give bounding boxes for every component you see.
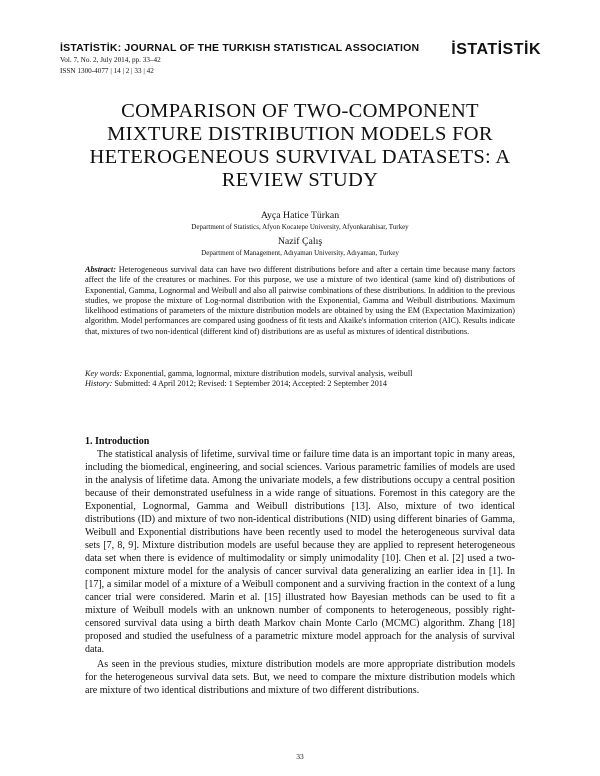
issn-info: ISSN 1300-4077 | 14 | 2 | 33 | 42 (60, 67, 154, 75)
author-block (60, 210, 540, 231)
history-label: History: (85, 379, 113, 388)
title-line: REVIEW STUDY (221, 169, 379, 191)
history (85, 379, 525, 389)
journal-name: İSTATİSTİK: JOURNAL OF THE TURKISH STATISTICAL ASSOCIATION (60, 42, 420, 54)
author-affiliation: Department of Statistics, Afyon Kocatepe University, Afyonkarahisar, Turkey (191, 223, 409, 231)
keywords (85, 369, 525, 379)
paragraph: The statistical analysis of lifetime, survival time or failure time data is an important topic in many areas, including the biomedical, engineering, and social sciences. Various parametric families of models are used in the analysis of lifetime data. Among the univariate models, a few distributions occupy a central position because of their demonstrated usefulness in a wide range of situations. Foremost in this category are the Exponential, Lognormal, Gamma and Weibull distributions [13]. Also, mixture of two identical distributions (ID) and mixture of two non-identical distributions (NID) using different binaries of Gamma, Weibull and Exponential distributions have been recently used to model the heterogeneous survival data sets [7, 8, 9]. Mixture distribution models are useful because they are applied to represent heterogeneous data set when there is evidence of multimodality or simply unimodality [10]. Chen et al. [2] used a two-component mixture model for the analysis of cancer survival data generalizing an earlier idea in [1]. In [17], a similar model of a mixture of a Weibull component and a surviving fraction in the context of a lung cancer trial were considered. Marin et al. [15] illustrated how Bayesian methods can be used to fit a mixture of Weibull models with an unknown number of components to heterogeneous, possibly right-censored survival data using a birth death Markov chain Monte Carlo (MCMC) algorithm. Zhang [18] proposed and studied the usefulness of a parametric mixture model approach for the analysis of survival data. (85, 449, 515, 655)
author-name: Nazif Çalış (277, 236, 323, 247)
keywords-label: Key words: (85, 369, 123, 378)
abstract-label: Abstract: (85, 265, 116, 274)
page-number: 33 (296, 752, 304, 761)
volume-info: Vol. 7, No. 2, July 2014, pp. 33–42 (60, 56, 161, 64)
section-heading: 1. Introduction (85, 436, 150, 447)
title-line: HETEROGENEOUS SURVIVAL DATASETS: A (89, 146, 511, 168)
keywords-text: Exponential, gamma, lognormal, mixture distribution models, survival analysis, weibull (124, 369, 413, 378)
abstract-text: Heterogeneous survival data can have two different distributions before and after a certain time because many factors affect the life of the creatures or machines. For this purpose, we use a mixture of two identical (same kind of) distributions of Exponential, Gamma, Lognormal and Weibull and also all pairwise combinations of these distributions. In addition to the previous studies, we propose the mixture of Log-normal distribution with the Exponential, Gamma and Weibull distributions. Maximum likelihood estimations of parameters of the mixture distribution models are obtained by using the EM (Expectation Maximization) algorithm. Model performances are compared using goodness of fit tests and Akaike's information criterion (AIC). Results indicate that, mixtures of two non-identical (different kind of) distributions are as useful as mixtures of identical distributions. (85, 265, 516, 336)
author-name: Ayça Hatice Türkan (260, 210, 340, 221)
author-affiliation: Department of Management, Adıyaman University, Adıyaman, Turkey (201, 249, 399, 257)
paragraph: As seen in the previous studies, mixture distribution models are more appropriate distribution models for the heterogeneous survival data sets. But, we need to compare the mixture distribution models which are mixture of two identical distributions and mixture of two different distributions. (85, 659, 515, 696)
journal-logo-text: İSTATİSTİK (451, 41, 541, 58)
title-line: MIXTURE DISTRIBUTION MODELS FOR (107, 123, 493, 145)
author-block (60, 236, 540, 257)
history-text: Submitted: 4 April 2012; Revised: 1 September 2014; Accepted: 2 September 2014 (114, 379, 387, 388)
introduction-body (85, 448, 515, 697)
paper-title (60, 100, 540, 192)
title-line: COMPARISON OF TWO-COMPONENT (121, 100, 479, 122)
abstract (85, 265, 515, 337)
